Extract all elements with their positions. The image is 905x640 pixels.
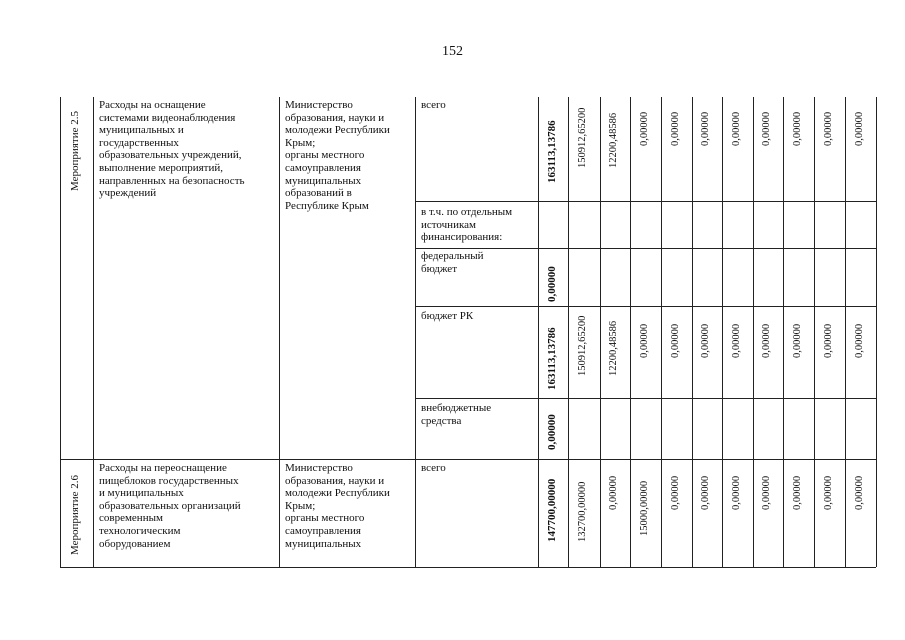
measure-executor: Министерство образования, науки и молодежи Республики Крым; органы местного самоуправления муниципальных (285, 462, 390, 550)
funding-source: внебюджетные средства (421, 402, 492, 427)
year-value: 132700,00000 (577, 481, 588, 542)
page-number: 152 (442, 44, 463, 59)
year-value: 0,00000 (792, 475, 803, 510)
year-value: 12200,48586 (608, 112, 619, 168)
table-rule (845, 97, 846, 567)
table-rule (415, 306, 876, 307)
measure-id: Мероприятие 2.6 (69, 475, 81, 555)
total-value: 163113,13786 (546, 120, 558, 183)
year-value: 0,00000 (731, 111, 742, 146)
measure-description: Расходы на оснащение системами видеонаблюдения муниципальных и государственных образовательных учреждений, выполнение мероприятий, направленных на безопасность учреждений (99, 99, 245, 200)
year-value: 0,00000 (823, 475, 834, 510)
year-value: 0,00000 (608, 475, 619, 510)
table-rule (661, 97, 662, 567)
year-value: 150912,65200 (577, 107, 588, 168)
total-value: 0,00000 (546, 414, 558, 450)
year-value: 0,00000 (639, 111, 650, 146)
year-value: 0,00000 (761, 323, 772, 358)
year-value: 0,00000 (854, 111, 865, 146)
total-value: 147700,00000 (546, 478, 558, 542)
year-value: 0,00000 (823, 111, 834, 146)
measure-description: Расходы на переоснащение пищеблоков государственных и муниципальных образовательных организаций современным технологическим оборудованием (99, 462, 241, 550)
table-rule (722, 97, 723, 567)
table-rule (753, 97, 754, 567)
table-rule (415, 201, 876, 202)
year-value: 0,00000 (700, 111, 711, 146)
year-value: 0,00000 (670, 323, 681, 358)
year-value: 0,00000 (761, 475, 772, 510)
table-rule (415, 248, 876, 249)
table-rule (415, 398, 876, 399)
table-rule (538, 97, 539, 567)
year-value: 0,00000 (854, 475, 865, 510)
year-value: 150912,65200 (577, 315, 588, 376)
table-rule (60, 567, 876, 568)
year-value: 0,00000 (700, 323, 711, 358)
year-value: 15000,00000 (639, 480, 650, 536)
year-value: 0,00000 (854, 323, 865, 358)
table-rule (93, 97, 94, 567)
table-rule (814, 97, 815, 567)
year-value: 0,00000 (761, 111, 772, 146)
measure-executor: Министерство образования, науки и молодежи Республики Крым; органы местного самоуправления муниципальных образований в Республике Крым (285, 99, 390, 212)
year-value: 0,00000 (670, 111, 681, 146)
table-rule (600, 97, 601, 567)
total-value: 0,00000 (546, 266, 558, 302)
year-value: 0,00000 (792, 111, 803, 146)
table-rule (692, 97, 693, 567)
table-rule (876, 97, 877, 567)
table-rule (783, 97, 784, 567)
year-value: 0,00000 (670, 475, 681, 510)
table-rule (568, 97, 569, 567)
table-rule (415, 97, 416, 567)
table-rule (279, 97, 280, 567)
funding-source: всего (421, 462, 446, 474)
year-value: 0,00000 (731, 323, 742, 358)
year-value: 12200,48586 (608, 320, 619, 376)
funding-source: в т.ч. по отдельным источникам финансирования: (421, 206, 513, 244)
year-value: 0,00000 (792, 323, 803, 358)
year-value: 0,00000 (731, 475, 742, 510)
year-value: 0,00000 (700, 475, 711, 510)
measure-id: Мероприятие 2.5 (69, 111, 81, 191)
table-rule (630, 97, 631, 567)
year-value: 0,00000 (639, 323, 650, 358)
year-value: 0,00000 (823, 323, 834, 358)
total-value: 163113,13786 (546, 327, 558, 390)
funding-source: федеральный бюджет (421, 250, 484, 275)
funding-source: всего (421, 99, 446, 111)
funding-source: бюджет РК (421, 310, 474, 322)
table-rule (60, 97, 61, 567)
